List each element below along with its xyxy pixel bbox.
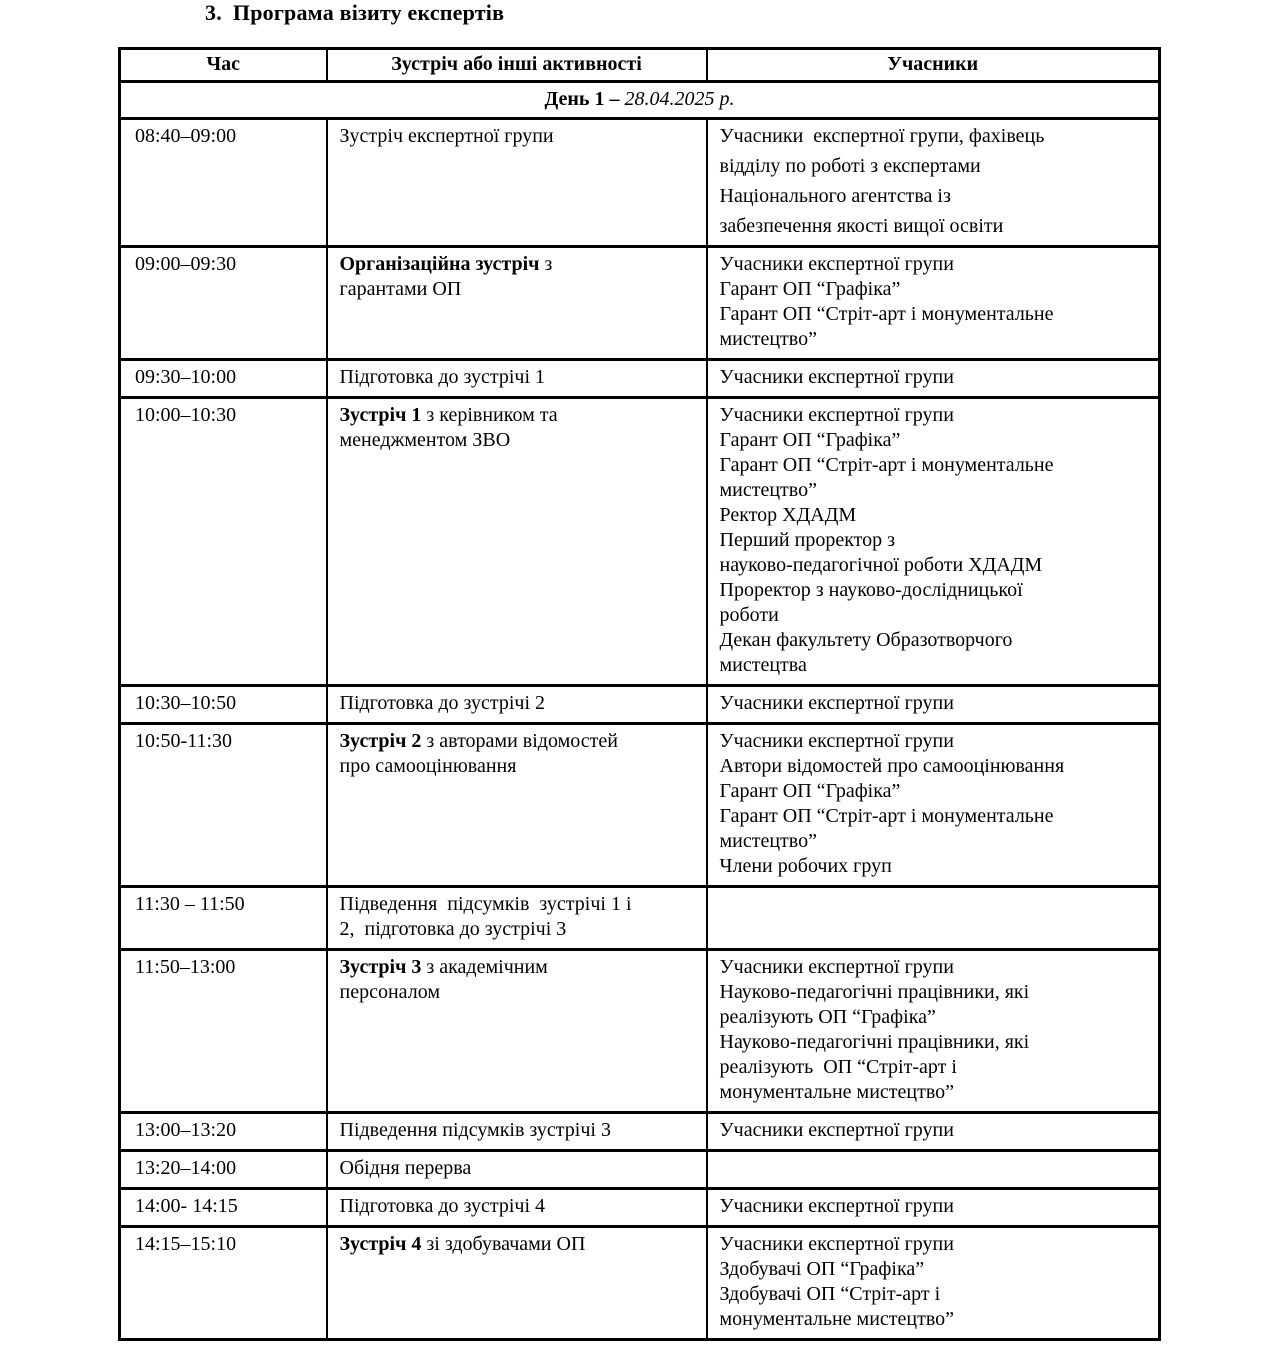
- activity-cell: [327, 1227, 707, 1340]
- activity-cell: [327, 724, 707, 887]
- activity-line: Зустріч 3 з академічним: [339, 956, 548, 978]
- time-cell: [120, 247, 327, 360]
- participant-line: Учасники експертної групи: [719, 366, 954, 388]
- day-header-cell: [120, 82, 1160, 119]
- time-cell: [120, 686, 327, 724]
- participant-line: Учасники експертної групи: [719, 1119, 954, 1141]
- participant-line: Члени робочих груп: [719, 855, 892, 877]
- time-cell: [120, 1227, 327, 1340]
- activity-cell: [327, 360, 707, 398]
- participants-cell: [707, 1113, 1160, 1151]
- participants-cell: [707, 1227, 1160, 1340]
- activity-line: Підведення підсумків зустрічі 3: [339, 1119, 611, 1141]
- participant-line: Декан факультету Образотворчого: [719, 629, 1013, 651]
- time-text: 13:20–14:00: [135, 1157, 237, 1179]
- participant-line: реалізують ОП “Стріт-арт і: [719, 1056, 957, 1078]
- participants-cell: [707, 119, 1160, 247]
- participants-cell: [707, 724, 1160, 887]
- participant-line: мистецтво”: [719, 328, 817, 350]
- time-text: 10:50-11:30: [135, 730, 233, 752]
- participant-line: Гарант ОП “Графіка”: [719, 780, 901, 802]
- schedule-row: [120, 950, 1160, 1113]
- participant-line: науково-педагогічної роботи ХДАДМ: [719, 554, 1043, 576]
- participant-line: відділу по роботі з експертами: [719, 155, 981, 177]
- schedule-row: [120, 686, 1160, 724]
- participant-line: Учасники експертної групи: [719, 253, 954, 275]
- time-cell: [120, 1189, 327, 1227]
- time-text: 08:40–09:00: [135, 125, 237, 147]
- title-number: 3.: [205, 0, 222, 25]
- schedule-row: [120, 724, 1160, 887]
- time-text: 13:00–13:20: [135, 1119, 237, 1141]
- activity-line: Зустріч 2 з авторами відомостей: [339, 730, 618, 752]
- title-text: Програма візиту експертів: [232, 0, 505, 25]
- time-text: 10:00–10:30: [135, 404, 237, 426]
- time-cell: [120, 360, 327, 398]
- participant-line: Здобувачі ОП “Графіка”: [719, 1258, 925, 1280]
- activity-cell: [327, 247, 707, 360]
- participant-line: Науково-педагогічні працівники, які: [719, 981, 1030, 1003]
- schedule-row: [120, 1113, 1160, 1151]
- participant-line: Учасники експертної групи: [719, 404, 954, 426]
- time-text: 14:00- 14:15: [135, 1195, 238, 1217]
- activity-line: Підготовка до зустрічі 1: [339, 366, 546, 388]
- activity-line: Зустріч експертної групи: [339, 125, 554, 147]
- activity-cell: [327, 119, 707, 247]
- activity-line: Обідня перерва: [339, 1157, 472, 1179]
- schedule-row: [120, 119, 1160, 247]
- schedule-row: [120, 247, 1160, 360]
- day-label: День 1 –: [544, 88, 620, 110]
- participants-cell: [707, 1189, 1160, 1227]
- activity-line: Підготовка до зустрічі 2: [339, 692, 546, 714]
- day-date: 28.04.2025 р.: [624, 88, 735, 110]
- participant-line: Учасники експертної групи: [719, 956, 954, 978]
- activity-cell: [327, 1151, 707, 1189]
- activity-line: персоналом: [339, 981, 440, 1003]
- participant-line: Проректор з науково-дослідницької: [719, 579, 1023, 601]
- time-text: 09:00–09:30: [135, 253, 237, 275]
- column-header-time: Час: [120, 49, 327, 82]
- participants-cell: [707, 950, 1160, 1113]
- participants-cell: [707, 887, 1160, 950]
- schedule-rows: [120, 119, 1160, 1340]
- time-cell: [120, 887, 327, 950]
- participants-cell: [707, 360, 1160, 398]
- schedule-row: [120, 1227, 1160, 1340]
- participant-line: монументальне мистецтво”: [719, 1081, 955, 1103]
- activity-line: 2, підготовка до зустрічі 3: [339, 918, 567, 940]
- schedule-row: [120, 1189, 1160, 1227]
- participant-line: Науково-педагогічні працівники, які: [719, 1031, 1030, 1053]
- time-text: 10:30–10:50: [135, 692, 237, 714]
- participants-cell: [707, 686, 1160, 724]
- participant-line: Учасники експертної групи, фахівець: [719, 125, 1045, 147]
- day-header-row: [120, 82, 1160, 119]
- participant-line: мистецтво”: [719, 830, 817, 852]
- participant-line: Національного агентства із: [719, 185, 951, 207]
- participant-line: Гарант ОП “Стріт-арт і монументальне: [719, 805, 1054, 827]
- participant-line: Гарант ОП “Стріт-арт і монументальне: [719, 454, 1054, 476]
- participant-line: Перший проректор з: [719, 529, 896, 551]
- time-cell: [120, 119, 327, 247]
- time-text: 14:15–15:10: [135, 1233, 237, 1255]
- participant-line: Гарант ОП “Графіка”: [719, 278, 901, 300]
- participant-line: Учасники експертної групи: [719, 1195, 954, 1217]
- time-cell: [120, 950, 327, 1113]
- participant-line: Гарант ОП “Стріт-арт і монументальне: [719, 303, 1054, 325]
- visit-program-table: [118, 47, 1161, 1341]
- schedule-row: [120, 887, 1160, 950]
- activity-cell: [327, 686, 707, 724]
- activity-line: Організаційна зустріч з: [339, 253, 553, 275]
- participant-line: роботи: [719, 604, 779, 626]
- time-cell: [120, 1151, 327, 1189]
- participant-line: Учасники експертної групи: [719, 692, 954, 714]
- activity-line: про самооцінювання: [339, 755, 517, 777]
- schedule-row: [120, 360, 1160, 398]
- participant-line: мистецтво”: [719, 479, 817, 501]
- activity-line: гарантами ОП: [339, 278, 462, 300]
- schedule-row: [120, 1151, 1160, 1189]
- table-header-row: [120, 49, 1160, 82]
- participants-cell: [707, 398, 1160, 686]
- time-cell: [120, 398, 327, 686]
- participant-line: мистецтва: [719, 654, 807, 676]
- participant-line: забезпечення якості вищої освіти: [719, 215, 1004, 237]
- time-cell: [120, 724, 327, 887]
- activity-line: Зустріч 1 з керівником та: [339, 404, 558, 426]
- participant-line: Гарант ОП “Графіка”: [719, 429, 901, 451]
- participant-line: Автори відомостей про самооцінювання: [719, 755, 1065, 777]
- time-text: 09:30–10:00: [135, 366, 237, 388]
- activity-cell: [327, 398, 707, 686]
- activity-line: Підготовка до зустрічі 4: [339, 1195, 546, 1217]
- participants-cell: [707, 1151, 1160, 1189]
- activity-cell: [327, 1113, 707, 1151]
- document-title: [205, 0, 504, 26]
- participants-cell: [707, 247, 1160, 360]
- time-text: 11:50–13:00: [135, 956, 236, 978]
- activity-line: Зустріч 4 зі здобувачами ОП: [339, 1233, 586, 1255]
- participant-line: Учасники експертної групи: [719, 730, 954, 752]
- column-header-participants: Учасники: [707, 49, 1160, 82]
- activity-cell: [327, 1189, 707, 1227]
- activity-cell: [327, 887, 707, 950]
- activity-line: менеджментом ЗВО: [339, 429, 511, 451]
- participant-line: Ректор ХДАДМ: [719, 504, 857, 526]
- time-cell: [120, 1113, 327, 1151]
- column-header-activity: Зустріч або інші активності: [327, 49, 707, 82]
- activity-cell: [327, 950, 707, 1113]
- participant-line: реалізують ОП “Графіка”: [719, 1006, 936, 1028]
- participant-line: Учасники експертної групи: [719, 1233, 954, 1255]
- schedule-row: [120, 398, 1160, 686]
- participant-line: Здобувачі ОП “Стріт-арт і: [719, 1283, 941, 1305]
- participant-line: монументальне мистецтво”: [719, 1308, 955, 1330]
- time-text: 11:30 – 11:50: [135, 893, 245, 915]
- activity-line: Підведення підсумків зустрічі 1 і: [339, 893, 632, 915]
